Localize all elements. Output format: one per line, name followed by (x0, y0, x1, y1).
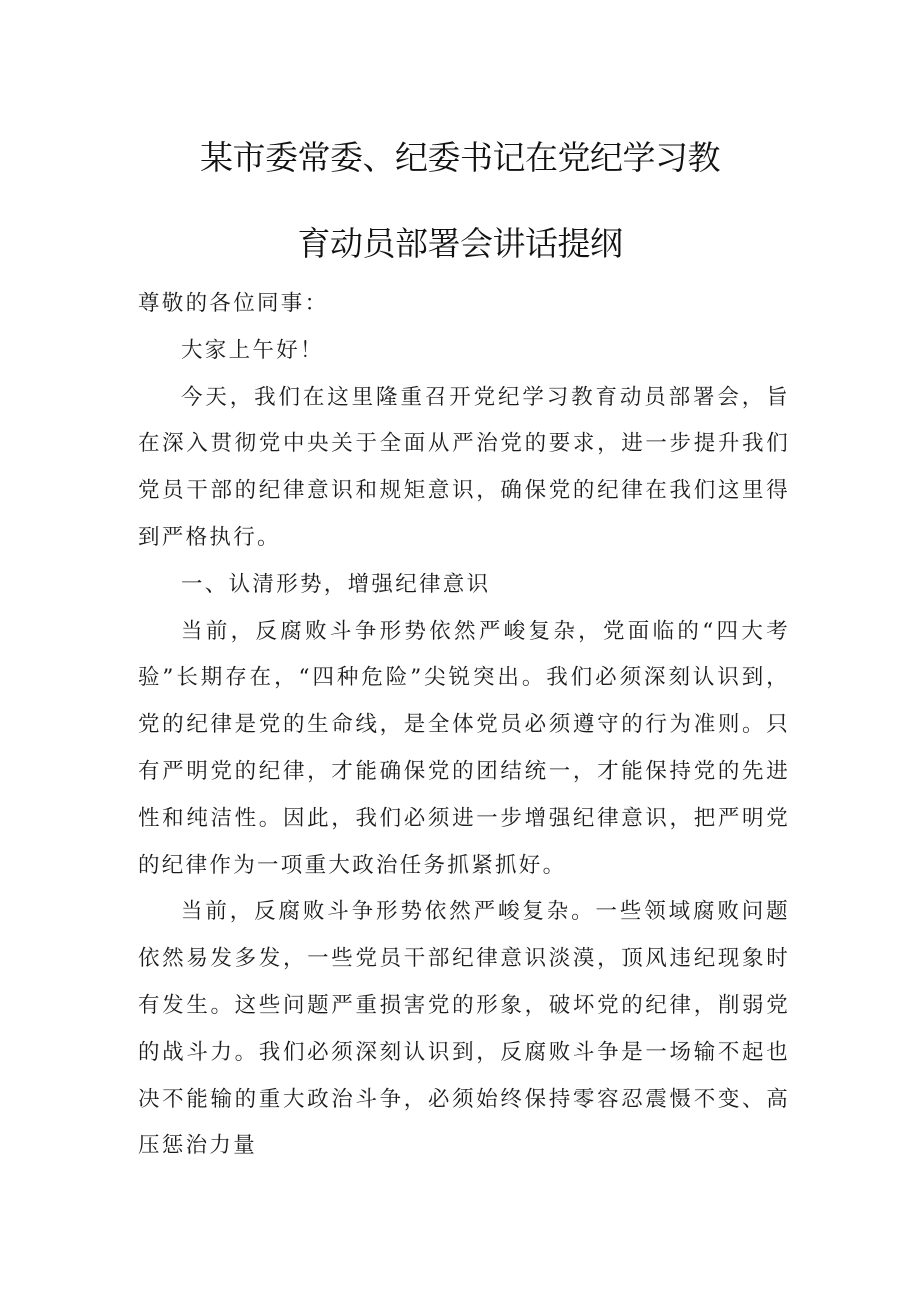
salutation: 尊敬的各位同事： (138, 291, 329, 316)
section-heading-1: 一、认清形势，增强纪律意识 (181, 571, 491, 597)
section-1-paragraph-2: 当前，反腐败斗争形势依然严峻复杂。一些领域腐败问题依然易发多发，一些党员干部纪律意识淡漠，顶风违纪现象时有发生。这些问题严重损害党的形象，破坏党的纪律，削弱党的战斗力。我们必须深刻认识到，反腐败斗争是一场输不起也决不能输的重大政治斗争，必须始终保持零容忍震慑不变、高压惩治力量 (138, 899, 790, 1159)
intro-paragraph: 今天，我们在这里隆重召开党纪学习教育动员部署会，旨在深入贯彻党中央关于全面从严治党的要求，进一步提升我们党员干部的纪律意识和规矩意识，确保党的纪律在我们这里得到严格执行。 (138, 384, 790, 550)
greeting: 大家上午好！ (181, 337, 324, 363)
document-title-line-2: 育动员部署会讲话提纲 (297, 224, 623, 263)
document-body (138, 281, 790, 1170)
document-title-line-1: 某市委常委、纪委书记在党纪学习教 (200, 138, 720, 177)
section-1-paragraph-1: 当前，反腐败斗争形势依然严峻复杂，党面临的“四大考验”长期存在，“四种危险”尖锐突出。我们必须深刻认识到，党的纪律是党的生命线，是全体党员必须遵守的行为准则。只有严明党的纪律，才能确保党的团结统一，才能保持党的先进性和纯洁性。因此，我们必须进一步增强纪律意识，把严明党的纪律作为一项重大政治任务抓紧抓好。 (138, 618, 790, 878)
